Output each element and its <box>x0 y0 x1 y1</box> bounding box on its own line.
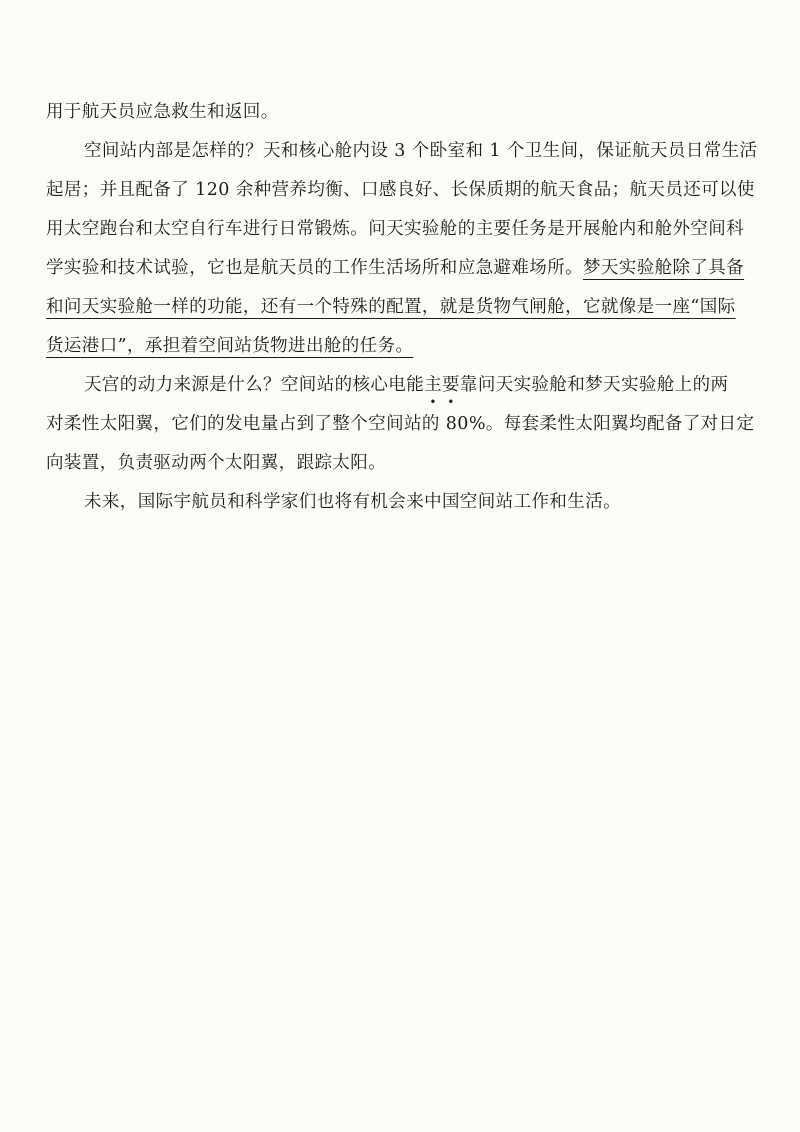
passage-line: 用太空跑台和太空自行车进行日常锻炼。问天实验舱的主要任务是开展舱内和舱外空间科 <box>46 219 745 239</box>
underlined-sentence: 货运港口”，承担着空间站货物进出舱的任务。 <box>46 336 414 356</box>
passage-line <box>46 254 744 279</box>
passage-line: 对柔性太阳翼，它们的发电量占到了整个空间站的 80%。每套柔性太阳翼均配备了对日定 <box>46 414 755 434</box>
underlined-sentence: 和问天实验舱一样的功能，还有一个特殊的配置，就是货物气闸舱，它就像是一座“国际 <box>46 297 736 317</box>
underlined-sentence: 梦天实验舱除了具备 <box>583 258 745 278</box>
passage-line <box>84 371 728 396</box>
passage-text: 天宫的动力来源是什么？空间站的核心电能 <box>84 375 425 395</box>
passage-text: 学实验和技术试验，它也是航天员的工作生活场所和应急避难场所。 <box>46 258 583 278</box>
passage-line: 空间站内部是怎样的？天和核心舱内设 3 个卧室和 1 个卫生间，保证航天员日常生活 <box>84 141 758 161</box>
passage-line: 未来，国际宇航员和科学家们也将有机会来中国空间站工作和生活。 <box>84 492 621 512</box>
passage-line: 用于航天员应急救生和返回。 <box>46 102 279 122</box>
passage-line: 起居；并且配备了 120 余种营养均衡、口感良好、长保质期的航天食品；航天员还可以使 <box>46 180 755 200</box>
emphasis-dot-char: 主 <box>424 375 443 395</box>
passage-line: 向装置，负责驱动两个太阳翼，跟踪太阳。 <box>46 453 387 473</box>
passage-text: 靠问天实验舱和梦天实验舱上的两 <box>459 375 729 395</box>
emphasis-dot-char: 要 <box>442 375 460 395</box>
